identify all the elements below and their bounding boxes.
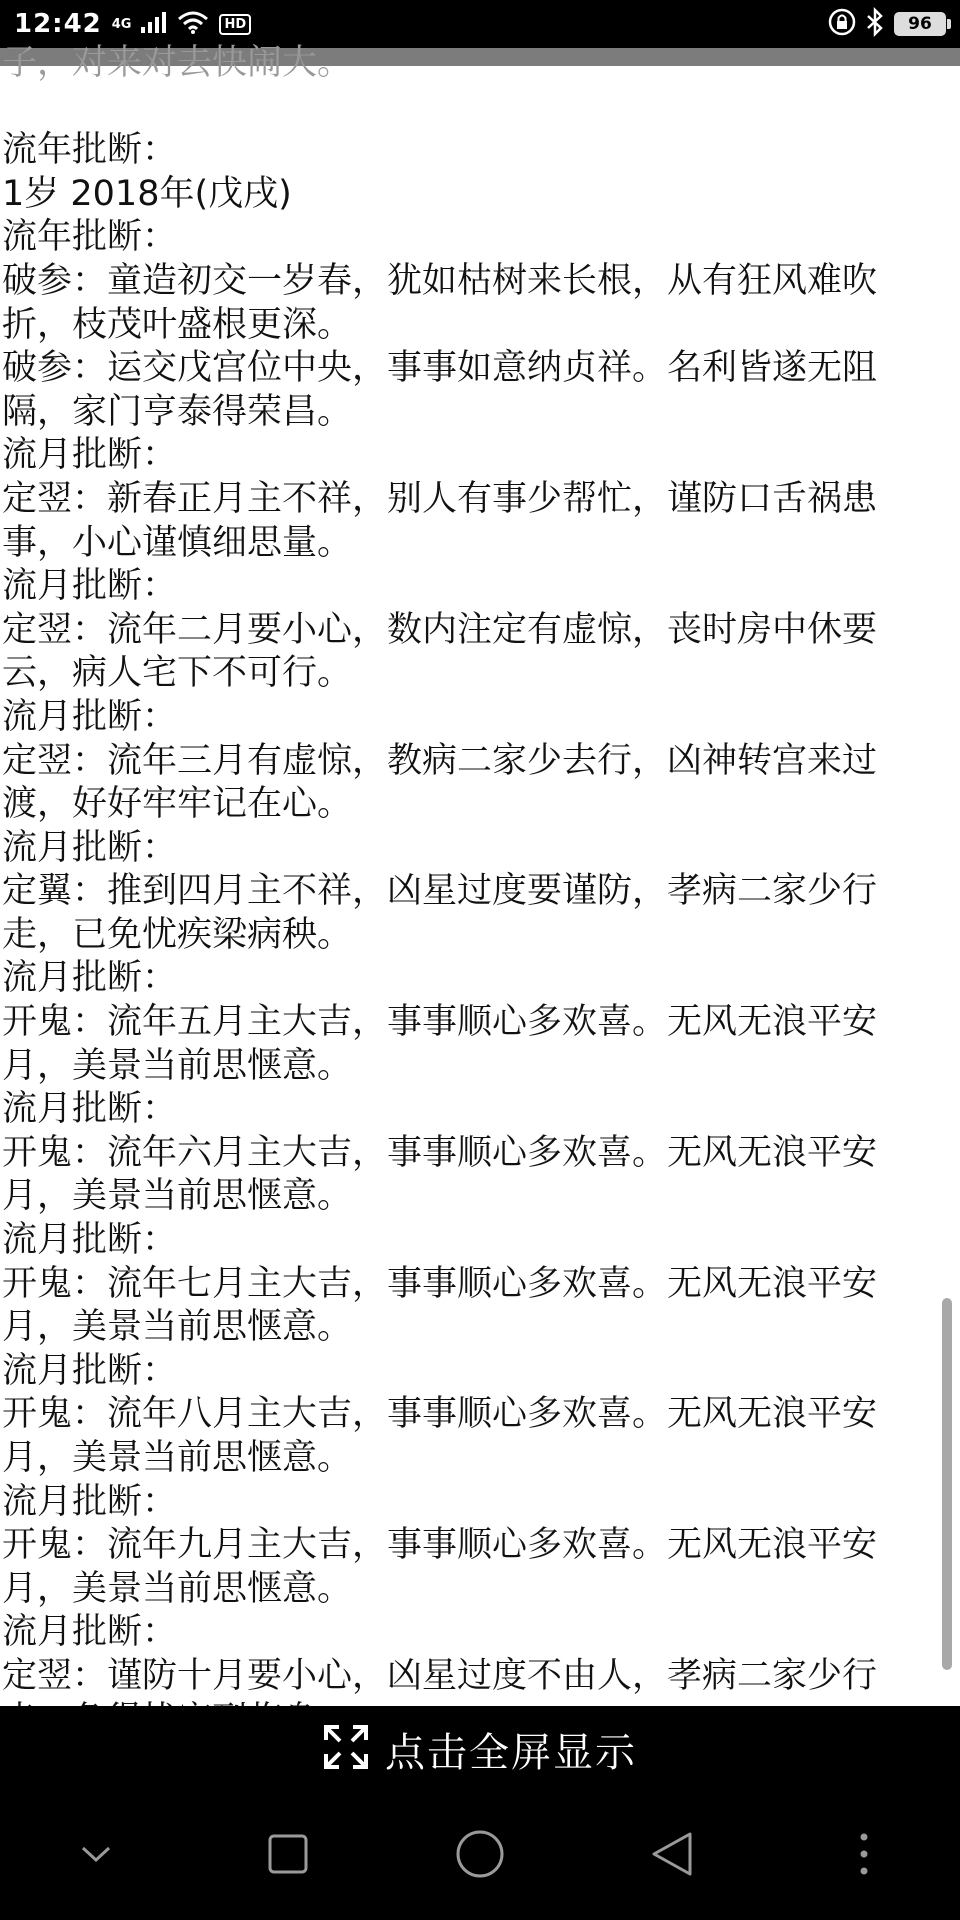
expand-arrows-icon — [323, 1724, 369, 1774]
triangle-back-icon — [650, 1830, 694, 1882]
signal-icon — [141, 11, 167, 37]
section-heading: 流年批断： — [2, 130, 178, 171]
bluetooth-icon — [866, 8, 884, 40]
content-line: 开鬼：流年五月主大吉，事事顺心多欢喜。无风无浪平安 — [2, 1002, 878, 1043]
section-heading: 流月批断： — [2, 958, 178, 999]
content-line: 定翌：谨防十月要小心，凶星过度不由人，孝病二家少行 — [2, 1655, 878, 1696]
system-nav-bar — [0, 1792, 960, 1920]
section-heading: 流月批断： — [2, 696, 178, 737]
content-line: 云，病人宅下不可行。 — [2, 653, 353, 694]
section-heading: 流月批断： — [2, 1612, 178, 1653]
content-line: 折，枝茂叶盛根更深。 — [2, 304, 353, 345]
section-heading: 流月批断： — [2, 1089, 178, 1130]
more-vertical-icon — [859, 1832, 869, 1880]
lock-rotation-icon — [828, 8, 856, 40]
partial-top-line: 子，对来对去快闹大。 — [2, 43, 353, 83]
section-heading: 流月批断： — [2, 1220, 178, 1261]
status-right — [828, 8, 946, 40]
content-line: 开鬼：流年七月主大吉，事事顺心多欢喜。无风无浪平安 — [2, 1263, 878, 1304]
nav-recents-button[interactable] — [248, 1816, 328, 1896]
text-body — [2, 42, 922, 1742]
section-heading: 流月批断： — [2, 566, 178, 607]
fullscreen-label: 点击全屏显示 — [385, 1729, 637, 1776]
square-recents-icon — [268, 1834, 308, 1878]
content-line: 渡，好好牢牢记在心。 — [2, 784, 353, 825]
section-heading: 流年批断： — [2, 217, 178, 258]
chevron-down-icon — [80, 1844, 112, 1868]
battery-indicator: 96 — [894, 12, 946, 36]
nav-back-button[interactable] — [632, 1816, 712, 1896]
content-line: 开鬼：流年八月主大吉，事事顺心多欢喜。无风无浪平安 — [2, 1394, 878, 1435]
content-line: 破参：童造初交一岁春，犹如枯树来长根，从有狂风难吹 — [2, 260, 878, 301]
content-line: 事，小心谨慎细思量。 — [2, 522, 353, 563]
section-heading: 流月批断： — [2, 1350, 178, 1391]
content-line: 月，美景当前思惬意。 — [2, 1307, 353, 1348]
status-time: 12:42 — [14, 9, 102, 39]
content-line: 月，美景当前思惬意。 — [2, 1438, 353, 1478]
content-line: 开鬼：流年九月主大吉，事事顺心多欢喜。无风无浪平安 — [2, 1525, 878, 1566]
content-line: 定翌：流年三月有虚惊，教病二家少去行，凶神转宫来过 — [2, 740, 878, 781]
content-line: 月，美景当前思惬意。 — [2, 1045, 353, 1086]
fullscreen-button[interactable] — [0, 1706, 960, 1792]
content-line: 月，美景当前思惬意。 — [2, 1176, 353, 1217]
nav-collapse-button[interactable] — [56, 1816, 136, 1896]
status-bar — [0, 0, 960, 48]
section-heading: 流月批断： — [2, 1481, 178, 1522]
network-type: 4G — [111, 16, 132, 32]
content-line: 隔，家门亨泰得荣昌。 — [2, 391, 353, 432]
content-line: 定翼：推到四月主不祥，凶星过度要谨防，孝病二家少行 — [2, 871, 878, 912]
nav-more-button[interactable] — [824, 1816, 904, 1896]
content-line: 开鬼：流年六月主大吉，事事顺心多欢喜。无风无浪平安 — [2, 1132, 878, 1173]
content-line: 走，已免忧疾梁病秧。 — [2, 914, 353, 955]
reading-content[interactable] — [0, 43, 960, 1706]
section-heading: 流月批断： — [2, 827, 178, 868]
content-line: 1岁 2018年(戊戌) — [2, 173, 292, 214]
scrollbar-thumb[interactable] — [942, 1298, 952, 1670]
wifi-icon — [177, 10, 209, 38]
circle-home-icon — [455, 1829, 505, 1883]
status-left — [14, 9, 251, 39]
hd-badge: HD — [219, 14, 251, 35]
section-heading: 流月批断： — [2, 435, 178, 476]
content-line: 定翌：流年二月要小心，数内注定有虚惊，丧时房中休要 — [2, 609, 878, 650]
content-line: 月，美景当前思惬意。 — [2, 1568, 353, 1609]
content-line: 破参：运交戊宫位中央，事事如意纳贞祥。名利皆遂无阻 — [2, 348, 878, 389]
content-line — [2, 86, 922, 130]
content-line: 定翌：新春正月主不祥，别人有事少帮忙，谨防口舌祸患 — [2, 478, 878, 519]
nav-home-button[interactable] — [440, 1816, 520, 1896]
